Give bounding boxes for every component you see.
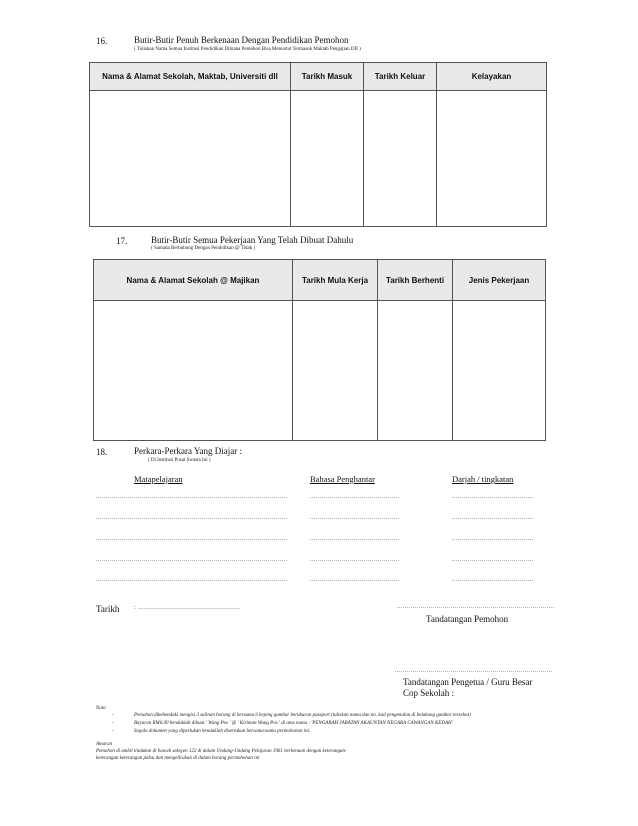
education-cell-qualification[interactable]: [437, 91, 547, 227]
nota-item: Pemohon dikehendaki mengisi 3 salinan borang di bersama 6 keping gambar berukuran passport (tuliskan nama dan no. kad pengenalan di belakang gambar tersebut): [134, 713, 471, 718]
section-16-title: Butir-Butir Penuh Berkenaan Dengan Pendidikan Pemohon: [134, 35, 349, 45]
employment-cell-job-type[interactable]: [453, 301, 546, 441]
section-16-subtitle: ( Tuliskan Nama Semua Institusi Pendidikan Dimana Pemohon Bisa Menuntut Termasuk Maktab Pengajian DII ): [134, 47, 361, 52]
principal-signature-label: Tandatangan Pengetua / Guru Besar: [403, 677, 533, 687]
section-18-title: Perkara-Perkara Yang Diajar :: [134, 446, 242, 456]
employment-header-start-date: Tarikh Mula Kerja: [293, 260, 378, 301]
level-column-heading: Darjah / tingkatan: [452, 474, 514, 484]
principal-signature-line[interactable]: ...............................................................................: [395, 668, 553, 674]
section-17-subtitle: ( Samada Berhubung Dengan Pendidikan @ Tidak ): [151, 246, 256, 251]
language-field[interactable]: .............................................: [310, 536, 400, 542]
employment-header-end-date: Tarikh Berhenti: [378, 260, 453, 301]
nota-item: Segala dokumen yang diperlukan hendaklah disertakan bersama-sama permohonan ini.: [134, 729, 311, 734]
language-field[interactable]: .............................................: [310, 494, 400, 500]
applicant-signature-label: Tandatangan Pemohon: [426, 614, 509, 624]
section-17-title: Butir-Butir Semua Pekerjaan Yang Telah Dibuat Dahulu: [151, 235, 354, 245]
subject-field[interactable]: ................................................................................................: [96, 536, 288, 542]
education-header-entry-date: Tarikh Masuk: [291, 63, 364, 91]
employment-cell-start-date[interactable]: [293, 301, 378, 441]
amaran-text-line1: Pemohon di ambil tindakan di bawah seksyen 122 di dalam Undang-Undang Pelajaran 1961 berkenaan dengan keterangan-: [96, 749, 347, 754]
language-field[interactable]: .............................................: [310, 557, 400, 563]
section-18-number: 18.: [96, 447, 108, 457]
date-label: Tarikh: [96, 604, 120, 614]
education-cell-school[interactable]: [90, 91, 291, 227]
language-field[interactable]: .............................................: [310, 577, 400, 583]
subject-field[interactable]: ................................................................................................: [96, 515, 288, 521]
education-header-school: Nama & Alamat Sekolah, Maktab, Universiti dll: [90, 63, 291, 91]
nota-heading: Nota: [96, 706, 106, 711]
subject-field[interactable]: ................................................................................................: [96, 494, 288, 500]
section-18-subtitle: ( Di Institusi Pusat Swasta Ini ): [148, 458, 211, 463]
applicant-signature-line[interactable]: ...............................................................................: [397, 604, 555, 610]
education-cell-exit-date[interactable]: [364, 91, 437, 227]
language-column-heading: Bahasa Penghantar: [310, 474, 375, 484]
employment-cell-end-date[interactable]: [378, 301, 453, 441]
employment-header-employer: Nama & Alamat Sekolah @ Majikan: [94, 260, 293, 301]
employment-header-job-type: Jenis Pekerjaan: [453, 260, 546, 301]
subject-field[interactable]: ................................................................................................: [96, 557, 288, 563]
education-cell-entry-date[interactable]: [291, 91, 364, 227]
subject-field[interactable]: ................................................................................................: [96, 577, 288, 583]
school-stamp-label: Cop Sekolah :: [403, 688, 454, 698]
subject-column-heading: Matapelajaran: [134, 474, 183, 484]
nota-bullet: -: [112, 713, 114, 718]
education-header-qualification: Kelayakan: [437, 63, 547, 91]
language-field[interactable]: .............................................: [310, 515, 400, 521]
date-field[interactable]: : ...................................................: [134, 605, 241, 611]
level-field[interactable]: .........................................: [452, 515, 534, 521]
nota-bullet: -: [112, 729, 114, 734]
nota-bullet: -: [112, 721, 114, 726]
employment-cell-employer[interactable]: [94, 301, 293, 441]
level-field[interactable]: .........................................: [452, 494, 534, 500]
level-field[interactable]: .........................................: [452, 557, 534, 563]
level-field[interactable]: .........................................: [452, 577, 534, 583]
amaran-heading: Amaran: [96, 742, 113, 747]
employment-table: [93, 259, 546, 441]
amaran-text-line2: keterangan keterangan palsu dan mengelirukan di dalam borang permohonan ini: [96, 756, 260, 761]
education-table: [89, 62, 547, 227]
nota-item: Bayaran RM6.00 hendaklah dibuat ' Wang Pos ' @ ' Kiriman Wang Pos ' di atas nama : 'PENGARAH JABATAN AKAUNTAN NEGARA CAWANGAN KEDAH': [134, 721, 453, 726]
level-field[interactable]: .........................................: [452, 536, 534, 542]
education-header-exit-date: Tarikh Keluar: [364, 63, 437, 91]
section-17-number: 17.: [116, 236, 128, 246]
section-16-number: 16.: [96, 36, 108, 46]
